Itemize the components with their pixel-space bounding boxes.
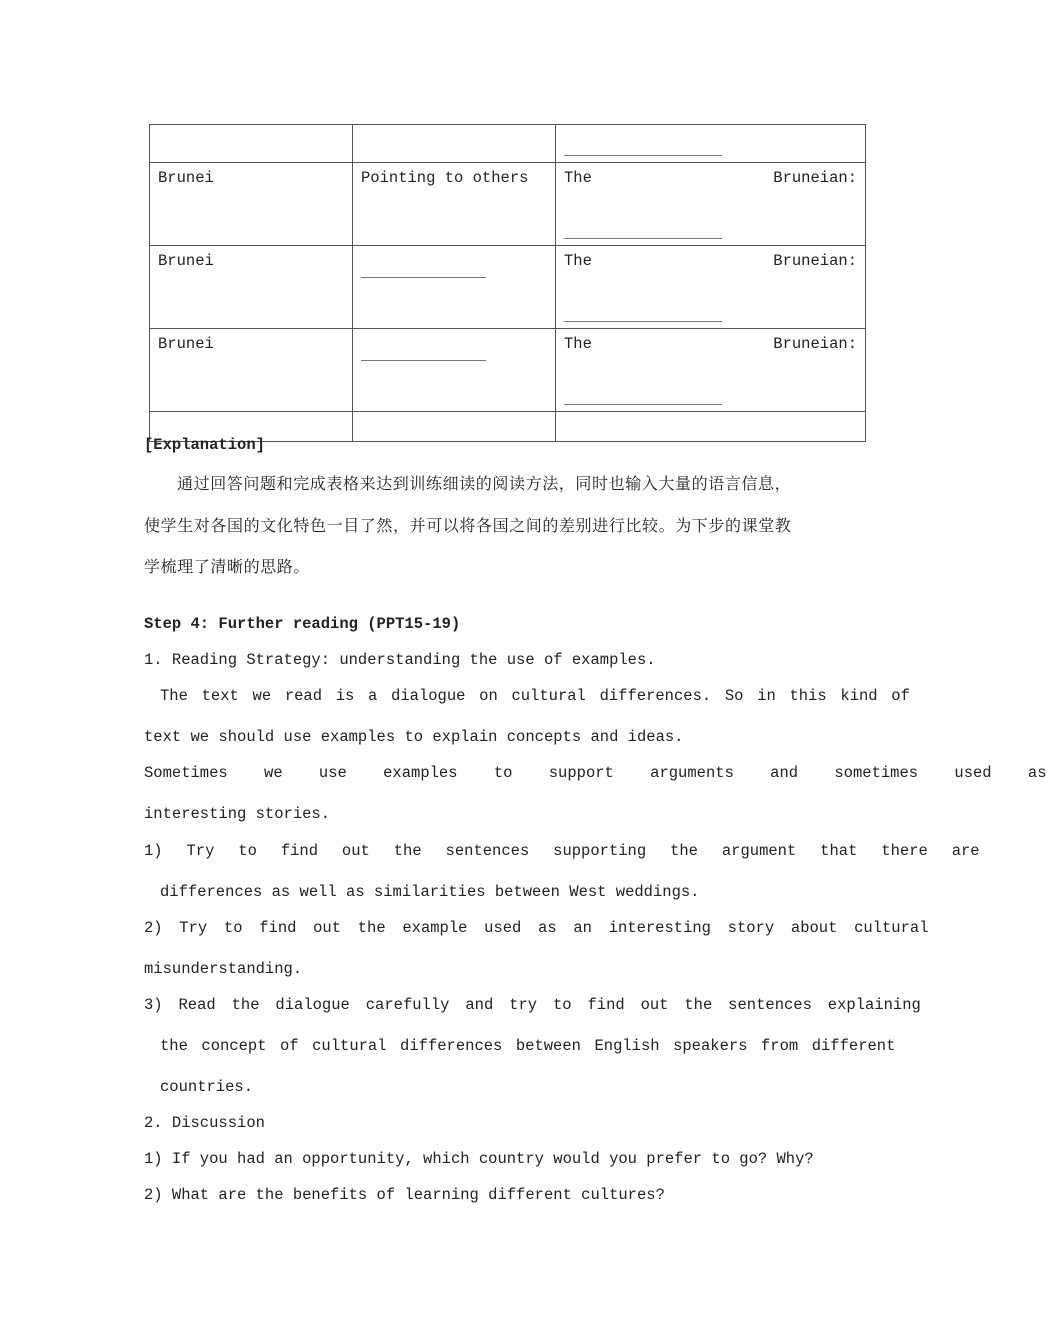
table-cell-gesture: [353, 412, 556, 442]
table-cell-gesture: [353, 329, 556, 412]
table-cell-gesture: Pointing to others: [353, 163, 556, 246]
table-cell-meaning: The Bruneian:: [556, 246, 866, 329]
explanation-line: 通过回答问题和完成表格来达到训练细读的阅读方法，同时也输入大量的语言信息，: [177, 474, 792, 493]
table-cell-country: Brunei: [150, 246, 353, 329]
answer-blank: [361, 360, 486, 361]
explanation-heading: [Explanation]: [144, 436, 265, 454]
table-cell-country: [150, 125, 353, 163]
answer-blank: [361, 277, 486, 278]
table-row: [150, 246, 866, 329]
explanation-line: 使学生对各国的文化特色一目了然，并可以将各国之间的差别进行比较。为下步的课堂教: [144, 516, 792, 535]
list-item: 2) Try to find out the example used as an interesting story about cultural: [144, 919, 929, 937]
list-item-continuation: countries.: [160, 1078, 254, 1096]
table-row: [150, 329, 866, 412]
step4-heading: Step 4: Further reading (PPT15-19): [144, 615, 461, 633]
table-cell-gesture: [353, 125, 556, 163]
table-cell-meaning: [556, 412, 866, 442]
table-row: [150, 163, 866, 246]
table-cell-country: Brunei: [150, 329, 353, 412]
table-cell-country: Brunei: [150, 163, 353, 246]
discussion-title: 2. Discussion: [144, 1114, 265, 1132]
table-cell-meaning: The Bruneian:: [556, 163, 866, 246]
list-item: 3) Read the dialogue carefully and try to find out the sentences explaining: [144, 996, 921, 1014]
table-cell-meaning: The Bruneian:: [556, 329, 866, 412]
paragraph-line: The text we read is a dialogue on cultural differences. So in this kind of: [160, 687, 910, 705]
answer-blank: [564, 238, 722, 239]
explanation-line: 学梳理了清晰的思路。: [144, 557, 311, 576]
strategy-title: 1. Reading Strategy: understanding the use of examples.: [144, 651, 656, 669]
table-cell-meaning: [556, 125, 866, 163]
table-cell-gesture: [353, 246, 556, 329]
paragraph-line: Sometimes we use examples to support arguments and sometimes used as: [144, 764, 1047, 782]
answer-blank: [564, 404, 722, 405]
country-table: [149, 124, 866, 442]
paragraph-line: interesting stories.: [144, 805, 331, 823]
discussion-question: 1) If you had an opportunity, which country would you prefer to go? Why?: [144, 1150, 814, 1168]
paragraph-line: text we should use examples to explain concepts and ideas.: [144, 728, 684, 746]
answer-blank: [564, 155, 722, 156]
list-item: 1) Try to find out the sentences supporting the argument that there are: [144, 842, 980, 860]
answer-blank: [564, 321, 722, 322]
list-item-continuation: the concept of cultural differences between English speakers from different: [160, 1037, 896, 1055]
list-item-continuation: differences as well as similarities between West weddings.: [160, 883, 700, 901]
table-row: [150, 125, 866, 163]
discussion-question: 2) What are the benefits of learning different cultures?: [144, 1186, 665, 1204]
list-item-continuation: misunderstanding.: [144, 960, 303, 978]
